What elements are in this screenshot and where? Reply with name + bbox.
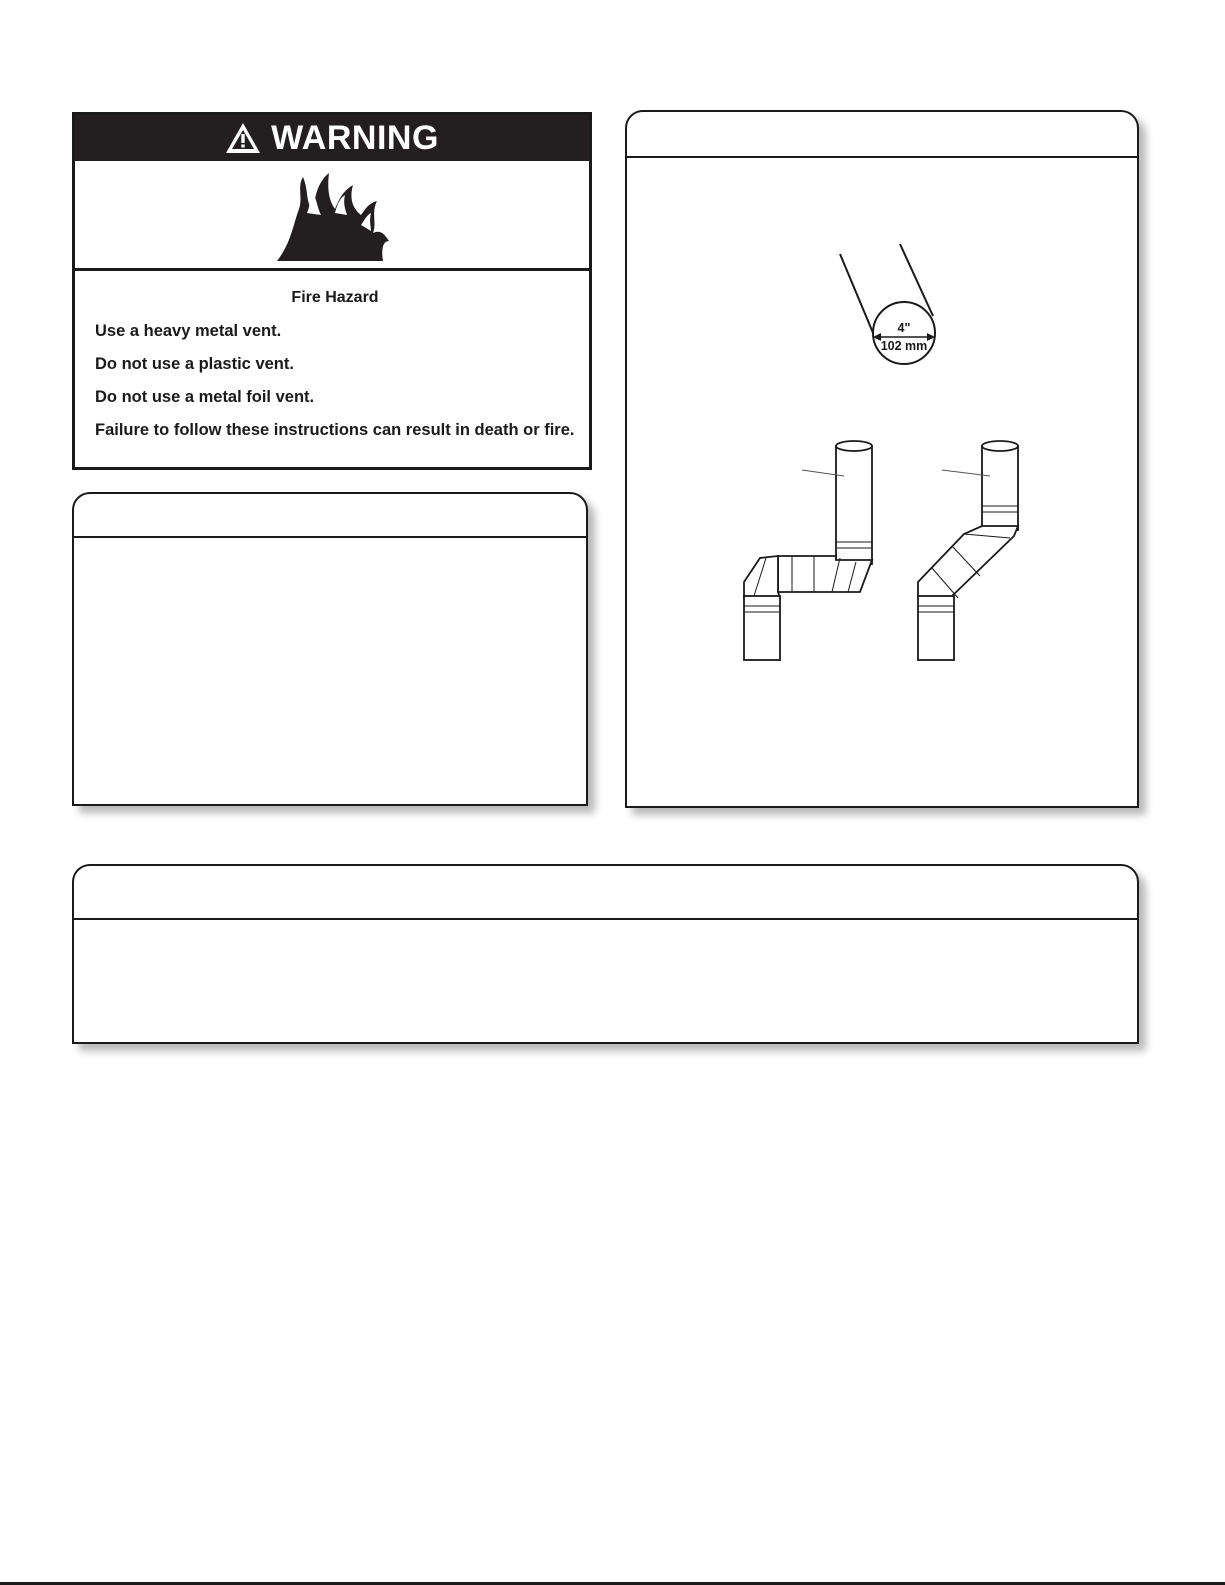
- warning-header: [75, 115, 589, 161]
- panel-divider: [74, 536, 586, 538]
- fire-icon: [273, 169, 393, 263]
- diameter-mm-label: 102 mm: [880, 339, 928, 353]
- angled-vent-illustration: [918, 441, 1018, 660]
- warning-title: WARNING: [271, 118, 439, 157]
- hazard-title: Fire Hazard: [291, 289, 379, 306]
- warning-text: [95, 289, 575, 453]
- vent-diagram-panel: [625, 110, 1139, 808]
- warning-line: Failure to follow these instructions can result in death or fire.: [95, 421, 575, 439]
- warning-line: Do not use a metal foil vent.: [95, 388, 315, 406]
- warning-triangle-icon: [225, 122, 261, 154]
- warning-line: Use a heavy metal vent.: [95, 322, 282, 340]
- diameter-inches-label: 4": [897, 321, 911, 335]
- warning-symbol-row: [75, 161, 589, 271]
- panel-divider: [74, 918, 1137, 920]
- info-panel-bottom: [72, 864, 1139, 1044]
- vent-diagram: [627, 112, 1137, 806]
- warning-box: [72, 112, 592, 470]
- info-panel-left: [72, 492, 588, 806]
- elbow-vent-illustration: [744, 441, 872, 660]
- warning-line: Do not use a plastic vent.: [95, 355, 294, 373]
